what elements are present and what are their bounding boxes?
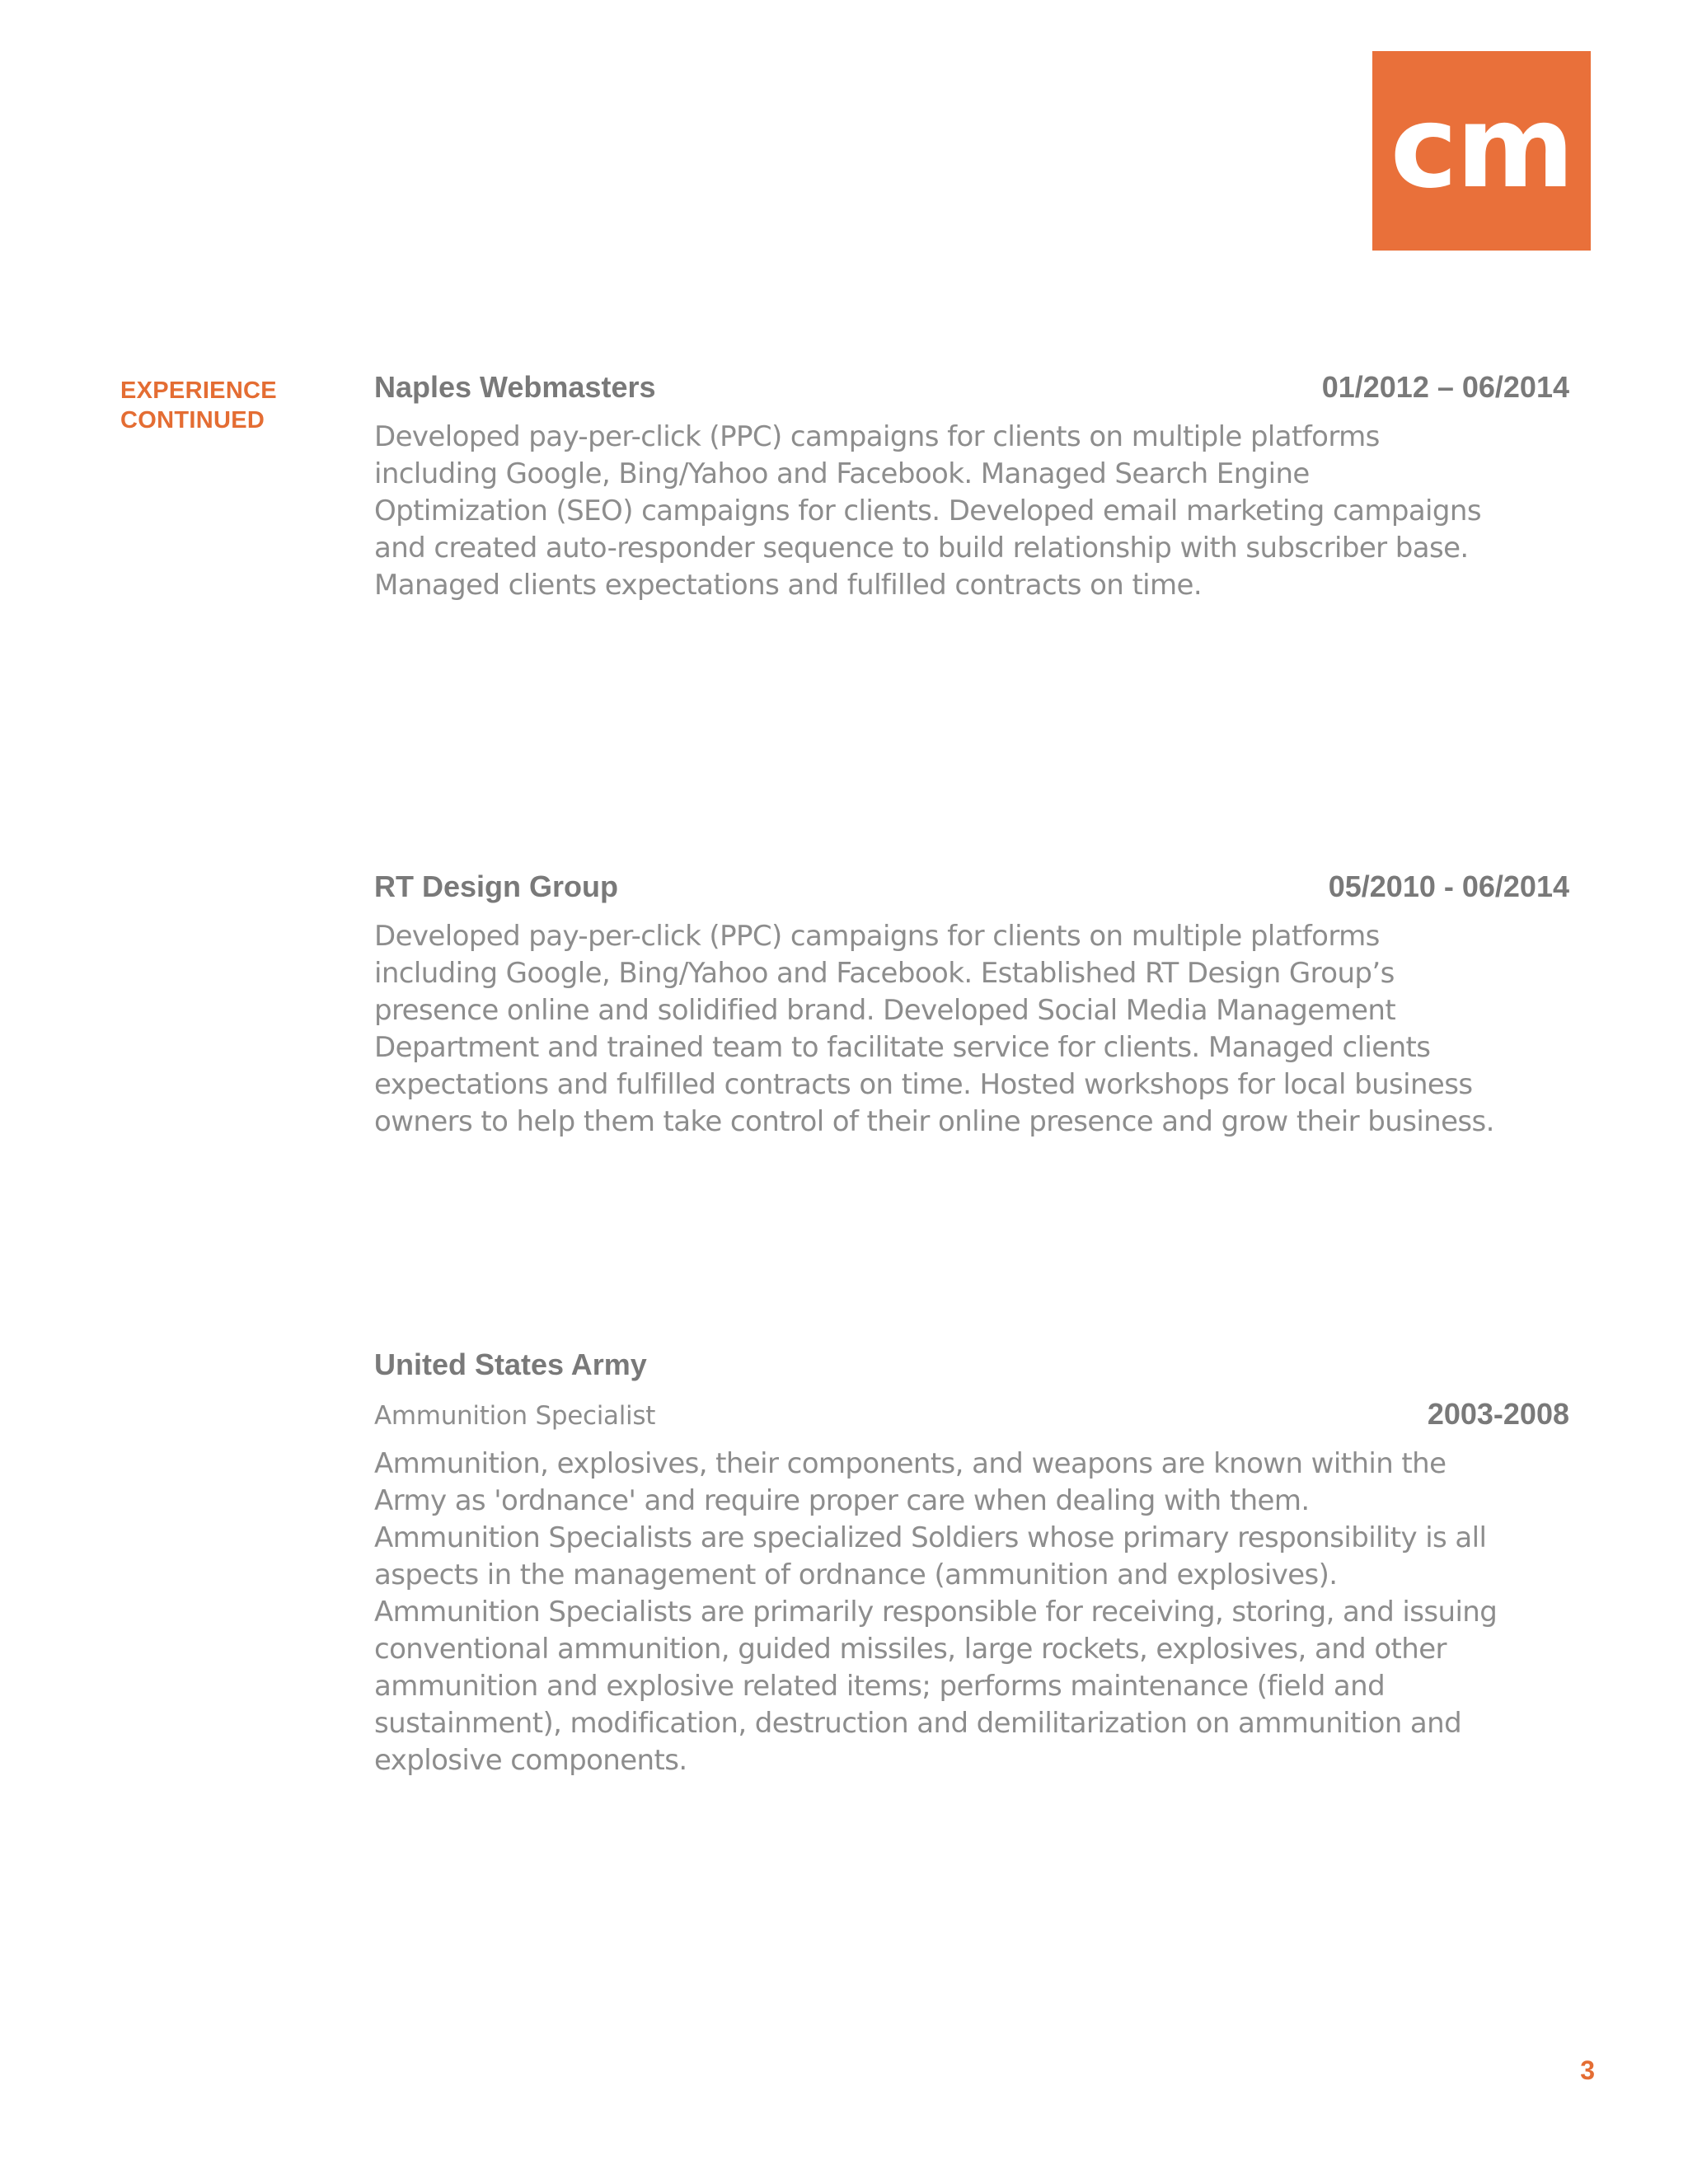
role-row — [374, 1396, 1569, 1432]
description-line: sustainment), modification, destruction and demilitarization on ammunition and — [374, 1707, 1462, 1740]
description-line: Developed pay-per-click (PPC) campaigns for clients on multiple platforms — [374, 920, 1380, 953]
job-description — [374, 918, 1569, 1141]
description-line: Ammunition, explosives, their components, and weapons are known within the — [374, 1447, 1447, 1480]
company-name: RT Design Group — [374, 869, 618, 903]
description-line: presence online and solidified brand. Developed Social Media Management — [374, 994, 1396, 1027]
job-description — [374, 419, 1569, 604]
description-line: including Google, Bing/Yahoo and Facebook. Managed Search Engine — [374, 457, 1310, 490]
description-line: owners to help them take control of their online presence and grow their business. — [374, 1105, 1494, 1138]
description-line: Army as 'ordnance' and require proper care when dealing with them. — [374, 1484, 1310, 1517]
description-line: and created auto-responder sequence to build relationship with subscriber base. — [374, 532, 1469, 565]
description-line: Ammunition Specialists are specialized Soldiers whose primary responsibility is all — [374, 1521, 1487, 1554]
description-line: Optimization (SEO) campaigns for clients. Developed email marketing campaigns — [374, 494, 1481, 527]
cm-logo — [1372, 51, 1591, 251]
company-name: Naples Webmasters — [374, 370, 656, 404]
company-name: United States Army — [374, 1347, 647, 1381]
experience-entry-us-army — [374, 1347, 1569, 1779]
experience-entry-naples-webmasters — [374, 369, 1569, 604]
description-line: conventional ammunition, guided missiles, large rockets, explosives, and other — [374, 1633, 1447, 1666]
description-line: including Google, Bing/Yahoo and Facebook. Established RT Design Group’s — [374, 957, 1395, 990]
logo-text: cm — [1390, 81, 1573, 213]
experience-entry-rt-design-group — [374, 869, 1569, 1141]
employment-dates: 01/2012 – 06/2014 — [1321, 370, 1569, 404]
description-line: Managed clients expectations and fulfilled contracts on time. — [374, 569, 1203, 602]
description-line: ammunition and explosive related items; performs maintenance (field and — [374, 1670, 1386, 1703]
description-line: Department and trained team to facilitate service for clients. Managed clients — [374, 1031, 1431, 1064]
job-description — [374, 1446, 1569, 1779]
page-number: 3 — [1580, 2055, 1595, 2085]
section-label-experience-continued — [120, 376, 310, 435]
employment-dates: 05/2010 - 06/2014 — [1328, 869, 1569, 903]
entry-header — [374, 369, 1569, 405]
employment-dates: 2003-2008 — [1427, 1397, 1569, 1431]
job-role: Ammunition Specialist — [374, 1401, 656, 1431]
entry-header — [374, 869, 1569, 905]
description-line: Developed pay-per-click (PPC) campaigns for clients on multiple platforms — [374, 420, 1380, 453]
description-line: explosive components. — [374, 1744, 687, 1777]
description-line: Ammunition Specialists are primarily responsible for receiving, storing, and issuing — [374, 1596, 1498, 1629]
section-label-line1: EXPERIENCE — [120, 377, 277, 404]
description-line: expectations and fulfilled contracts on time. Hosted workshops for local business — [374, 1068, 1473, 1101]
description-line: aspects in the management of ordnance (ammunition and explosives). — [374, 1558, 1338, 1591]
entry-header — [374, 1347, 1569, 1383]
section-label-line2: CONTINUED — [120, 407, 265, 434]
